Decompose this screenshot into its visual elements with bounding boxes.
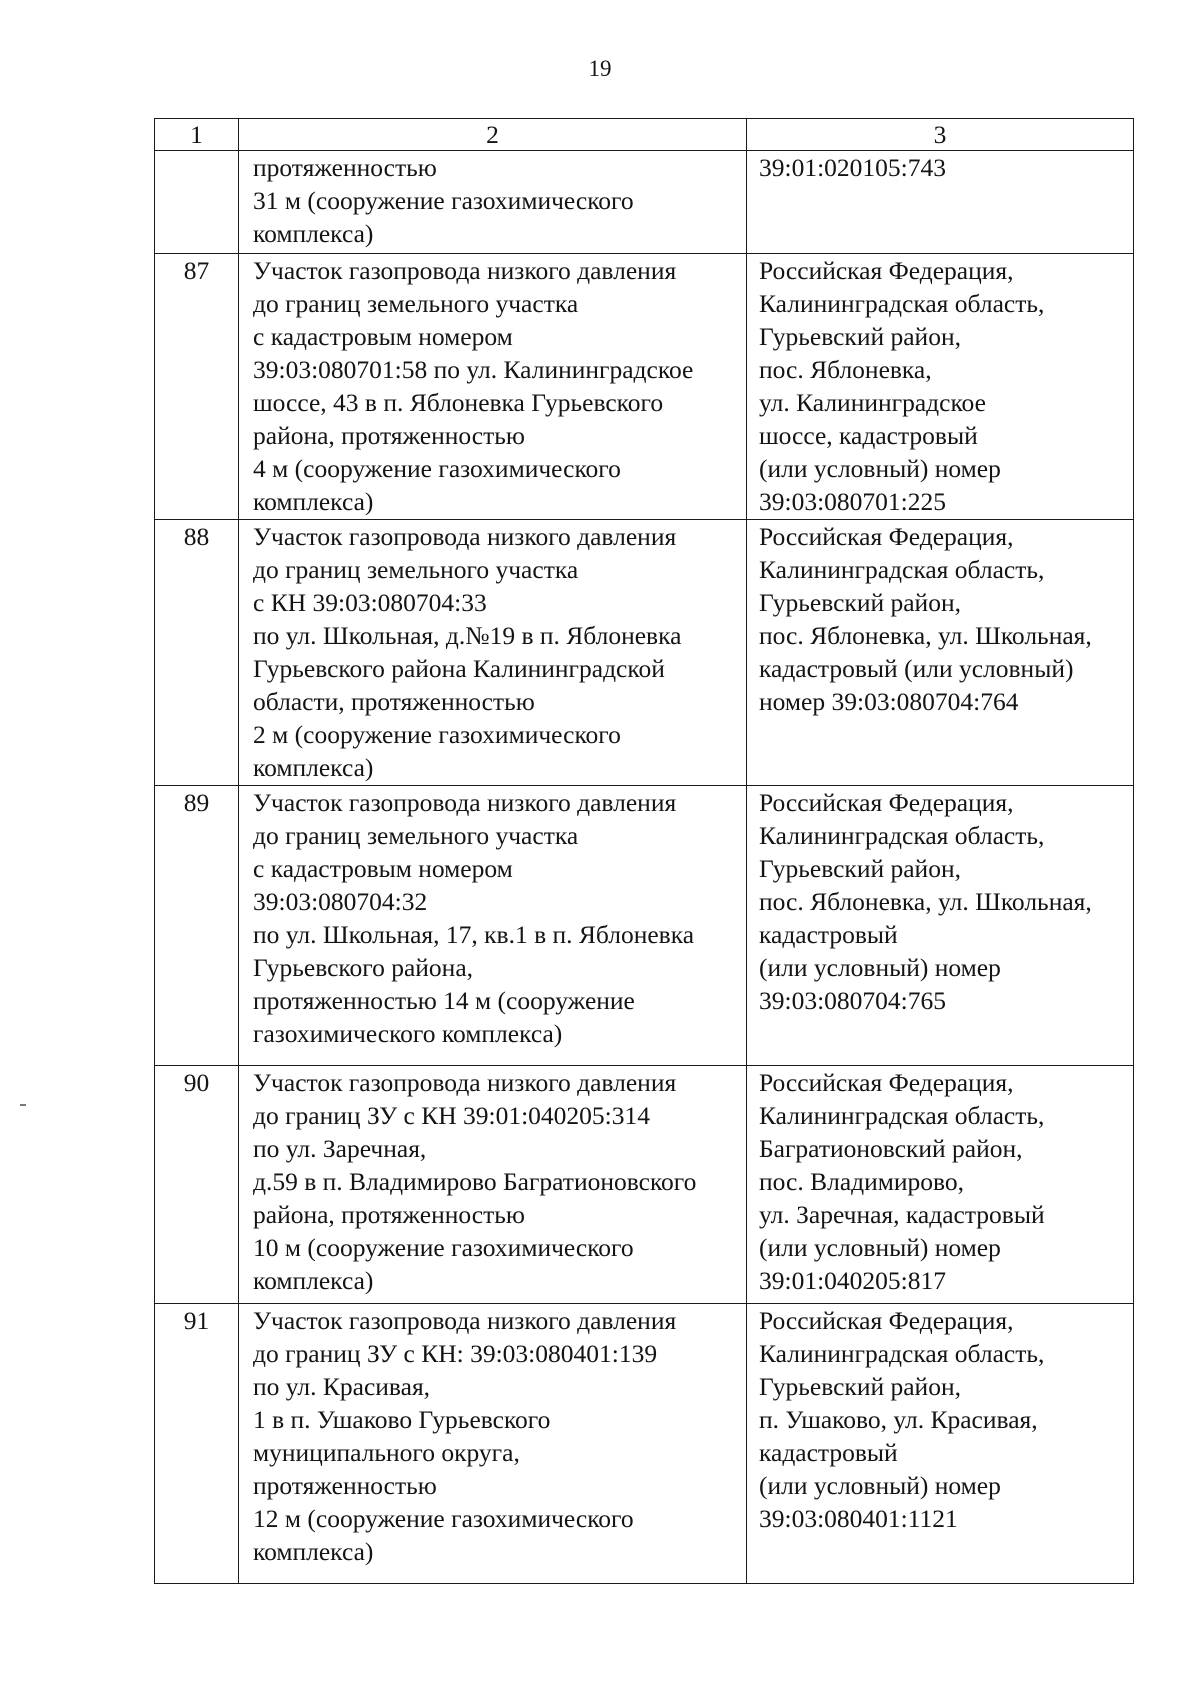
row-description: Участок газопровода низкого давления до границ ЗУ с КН: 39:03:080401:139 по ул. Красивая, 1 в п. Ушаково Гурьевского муниципального округа, протяженностью 12 м (сооружение газохимического комплекса) <box>239 1304 747 1584</box>
row-number: 89 <box>155 786 239 1066</box>
row-number: 90 <box>155 1066 239 1304</box>
row-owner: Российская Федерация, Калининградская область, Гурьевский район, пос. Яблоневка, ул. Школьная, кадастровый (или условный) номер 39:03:080704:765 <box>747 786 1134 1066</box>
table-header-row <box>155 119 1134 151</box>
row-number: 91 <box>155 1304 239 1584</box>
row-description: Участок газопровода низкого давления до границ земельного участка с кадастровым номером 39:03:080704:32 по ул. Школьная, 17, кв.1 в п. Яблоневка Гурьевского района, протяженностью 14 м (сооружение газохимического комплекса) <box>239 786 747 1066</box>
table-row <box>155 254 1134 520</box>
table-row <box>155 151 1134 254</box>
row-owner: Российская Федерация, Калининградская область, Гурьевский район, п. Ушаково, ул. Красивая, кадастровый (или условный) номер 39:03:080401:1121 <box>747 1304 1134 1584</box>
row-number: 87 <box>155 254 239 520</box>
row-description: протяженностью 31 м (сооружение газохимического комплекса) <box>239 151 747 254</box>
table-row <box>155 1066 1134 1304</box>
column-header-number: 1 <box>155 119 239 151</box>
row-number: 88 <box>155 520 239 786</box>
row-owner: 39:01:020105:743 <box>747 151 1134 254</box>
register-table <box>154 118 1134 1584</box>
row-owner: Российская Федерация, Калининградская область, Гурьевский район, пос. Яблоневка, ул. Калининградское шоссе, кадастровый (или условный) номер 39:03:080701:225 <box>747 254 1134 520</box>
table-row <box>155 786 1134 1066</box>
row-number <box>155 151 239 254</box>
row-description: Участок газопровода низкого давления до границ земельного участка с кадастровым номером 39:03:080701:58 по ул. Калининградское шоссе, 43 в п. Яблоневка Гурьевского района, протяженностью 4 м (сооружение газохимического комплекса) <box>239 254 747 520</box>
column-header-owner: 3 <box>747 119 1134 151</box>
row-owner: Российская Федерация, Калининградская область, Гурьевский район, пос. Яблоневка, ул. Школьная, кадастровый (или условный) номер 39:03:080704:764 <box>747 520 1134 786</box>
row-description: Участок газопровода низкого давления до границ ЗУ с КН 39:01:040205:314 по ул. Заречная, д.59 в п. Владимирово Багратионовского района, протяженностью 10 м (сооружение газохимического комплекса) <box>239 1066 747 1304</box>
table-row <box>155 520 1134 786</box>
scan-artifact-mark <box>20 1104 26 1106</box>
table-row <box>155 1304 1134 1584</box>
row-owner: Российская Федерация, Калининградская область, Багратионовский район, пос. Владимирово, ул. Заречная, кадастровый (или условный) номер 39:01:040205:817 <box>747 1066 1134 1304</box>
column-header-description: 2 <box>239 119 747 151</box>
page-number: 19 <box>588 56 612 81</box>
row-description: Участок газопровода низкого давления до границ земельного участка с КН 39:03:080704:33 по ул. Школьная, д.№19 в п. Яблоневка Гурьевского района Калининградской области, протяженностью 2 м (сооружение газохимического комплекса) <box>239 520 747 786</box>
